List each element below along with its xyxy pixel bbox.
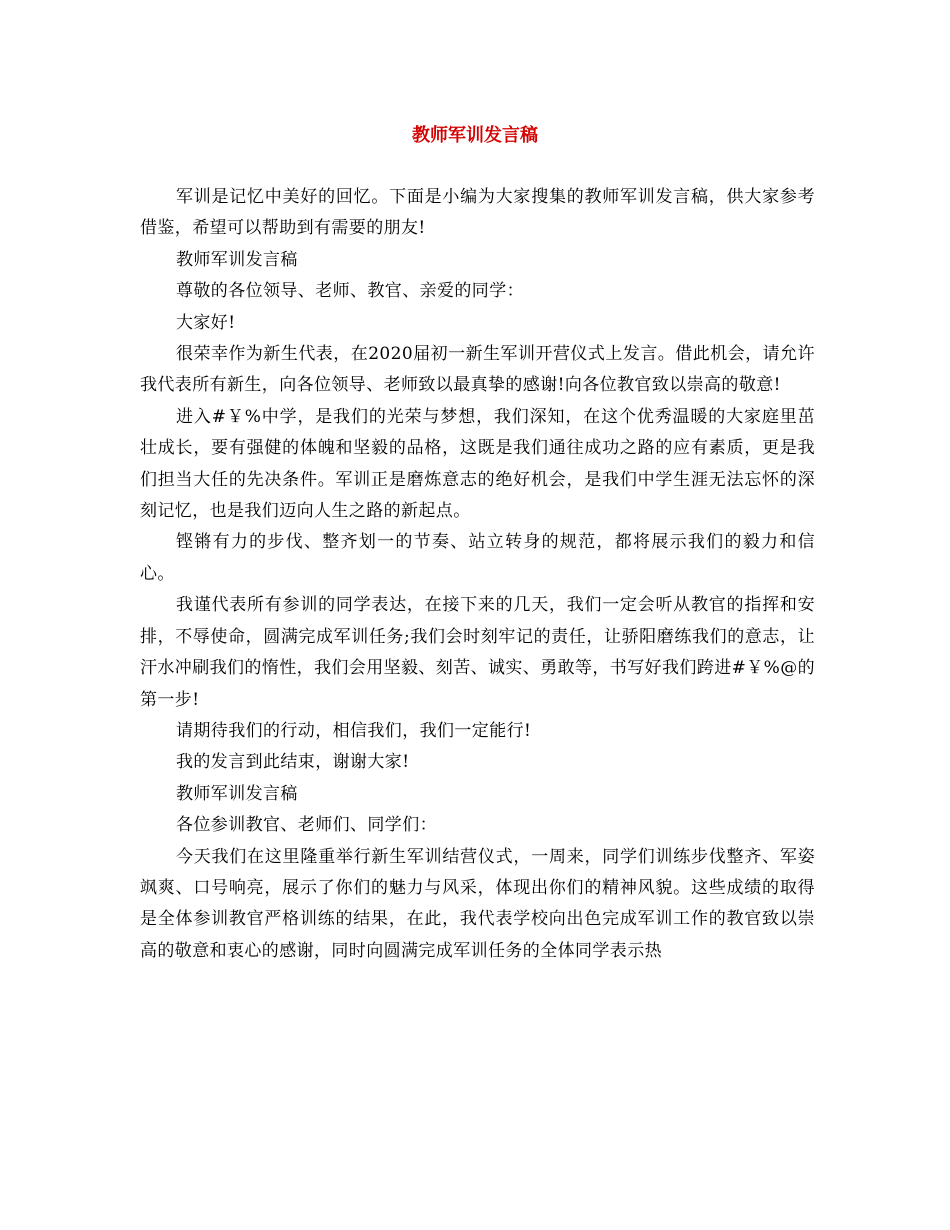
document-body [140,182,815,967]
paragraph: 铿锵有力的步伐、整齐划一的节奏、站立转身的规范，都将展示我们的毅力和信心。 [140,532,815,584]
paragraph: 进入#￥%中学，是我们的光荣与梦想，我们深知，在这个优秀温暖的大家庭里茁壮成长，要有强健的体魄和坚毅的品格，这既是我们通往成功之路的应有素质，更是我们担当大任的先决条件。军训正是磨炼意志的绝好机会，是我们中学生涯无法忘怀的深刻记忆，也是我们迈向人生之路的新起点。 [140,406,815,522]
paragraph: 今天我们在这里隆重举行新生军训结营仪式，一周来，同学们训练步伐整齐、军姿飒爽、口号响亮，展示了你们的魅力与风采，体现出你们的精神风貌。这些成绩的取得是全体参训教官严格训练的结果，在此，我代表学校向出色完成军训工作的教官致以崇高的敬意和衷心的感谢，同时向圆满完成军训任务的全体同学表示热 [140,846,815,961]
paragraph: 我谨代表所有参训的同学表达，在接下来的几天，我们一定会听从教官的指挥和安排，不辱使命，圆满完成军训任务;我们会时刻牢记的责任，让骄阳磨练我们的意志，让汗水冲刷我们的惰性，我们会用坚毅、刻苦、诚实、勇敢等，书写好我们跨进#￥%@的第一步! [140,595,815,710]
paragraph: 尊敬的各位领导、老师、教官、亲爱的同学： [176,281,524,302]
paragraph: 我的发言到此结束，谢谢大家! [176,752,410,773]
paragraph: 大家好! [176,312,236,333]
paragraph: 各位参训教官、老师们、同学们： [176,815,437,836]
paragraph: 很荣幸作为新生代表，在2020届初一新生军训开营仪式上发言。借此机会，请允许我代表所有新生，向各位领导、老师致以最真挚的感谢!向各位教官致以崇高的敬意! [140,344,815,396]
paragraph: 教师军训发言稿 [176,783,298,804]
paragraph: 请期待我们的行动，相信我们，我们一定能行! [176,720,532,741]
document-title: 教师军训发言稿 [412,125,538,146]
paragraph: 教师军训发言稿 [176,249,298,270]
paragraph: 军训是记忆中美好的回忆。下面是小编为大家搜集的教师军训发言稿，供大家参考借鉴，希望可以帮助到有需要的朋友! [140,187,815,239]
